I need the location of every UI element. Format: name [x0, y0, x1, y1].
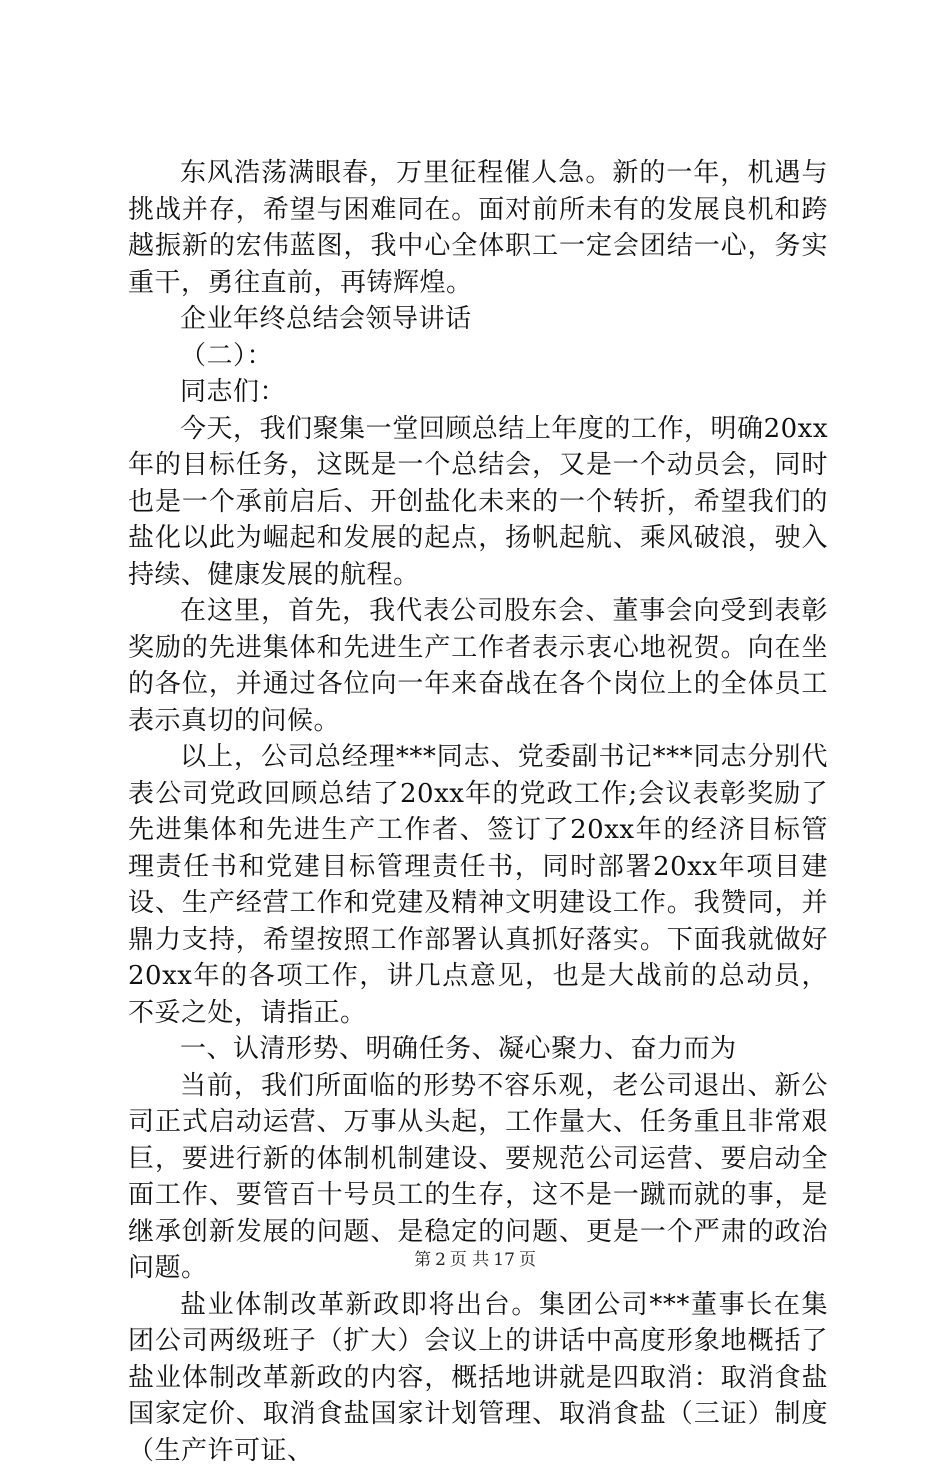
paragraph-congratulations: 在这里，首先，我代表公司股东会、董事会向受到表彰奖励的先进集体和先进生产工作者表示衷心地祝贺。向在坐的各位，并通过各位向一年来奋战在各个岗位上的全体员工表示真切的问候。: [128, 593, 828, 739]
page-number: 2: [435, 1250, 446, 1270]
paragraph-closing: 东风浩荡满眼春，万里征程催人急。新的一年，机遇与挑战并存，希望与困难同在。面对前所未有的发展良机和跨越振新的宏伟蓝图，我中心全体职工一定会团结一心，务实重干，勇往直前，再铸辉煌。: [128, 155, 828, 301]
document-body: [128, 155, 828, 1469]
paragraph-situation: 当前，我们所面临的形势不容乐观，老公司退出、新公司正式启动运营、万事从头起，工作量大、任务重且非常艰巨，要进行新的体制机制建设、要规范公司运营、要启动全面工作、要管百十号员工的生存，这不是一蹴而就的事，是继承创新发展的问题、是稳定的问题、更是一个严肃的政治问题。: [128, 1068, 828, 1287]
footer-mid: 页 共: [450, 1250, 489, 1270]
footer-prefix: 第: [414, 1250, 431, 1270]
paragraph-intro: 今天，我们聚集一堂回顾总结上年度的工作，明确20xx年的目标任务，这既是一个总结会，又是一个动员会，同时也是一个承前启后、开创盐化未来的一个转折，希望我们的盐化以此为崛起和发展的起点，扬帆起航、乘风破浪，驶入持续、健康发展的航程。: [128, 411, 828, 594]
paragraph-review: 以上，公司总经理***同志、党委副书记***同志分别代表公司党政回顾总结了20xx年的党政工作;会议表彰奖励了先进集体和先进生产工作者、签订了20xx年的经济目标管理责任书和党建目标管理责任书，同时部署20xx年项目建设、生产经营工作和党建及精神文明建设工作。我赞同，并鼎力支持，希望按照工作部署认真抓好落实。下面我就做好20xx年的各项工作，讲几点意见，也是大战前的总动员，不妥之处，请指正。: [128, 739, 828, 1031]
section-title: 企业年终总结会领导讲话: [128, 301, 828, 338]
total-pages: 17: [493, 1250, 515, 1270]
page-footer: [0, 1245, 950, 1270]
salutation: 同志们：: [128, 374, 828, 411]
paragraph-reform: 盐业体制改革新政即将出台。集团公司***董事长在集团公司两级班子（扩大）会议上的讲话中高度形象地概括了盐业体制改革新政的内容，概括地讲就是四取消：取消食盐国家定价、取消食盐国家计划管理、取消食盐（三证）制度（生产许可证、: [128, 1287, 828, 1469]
footer-suffix: 页: [519, 1250, 536, 1270]
section-heading-one: 一、认清形势、明确任务、凝心聚力、奋力而为: [128, 1031, 828, 1068]
section-number: （二）：: [128, 338, 828, 375]
